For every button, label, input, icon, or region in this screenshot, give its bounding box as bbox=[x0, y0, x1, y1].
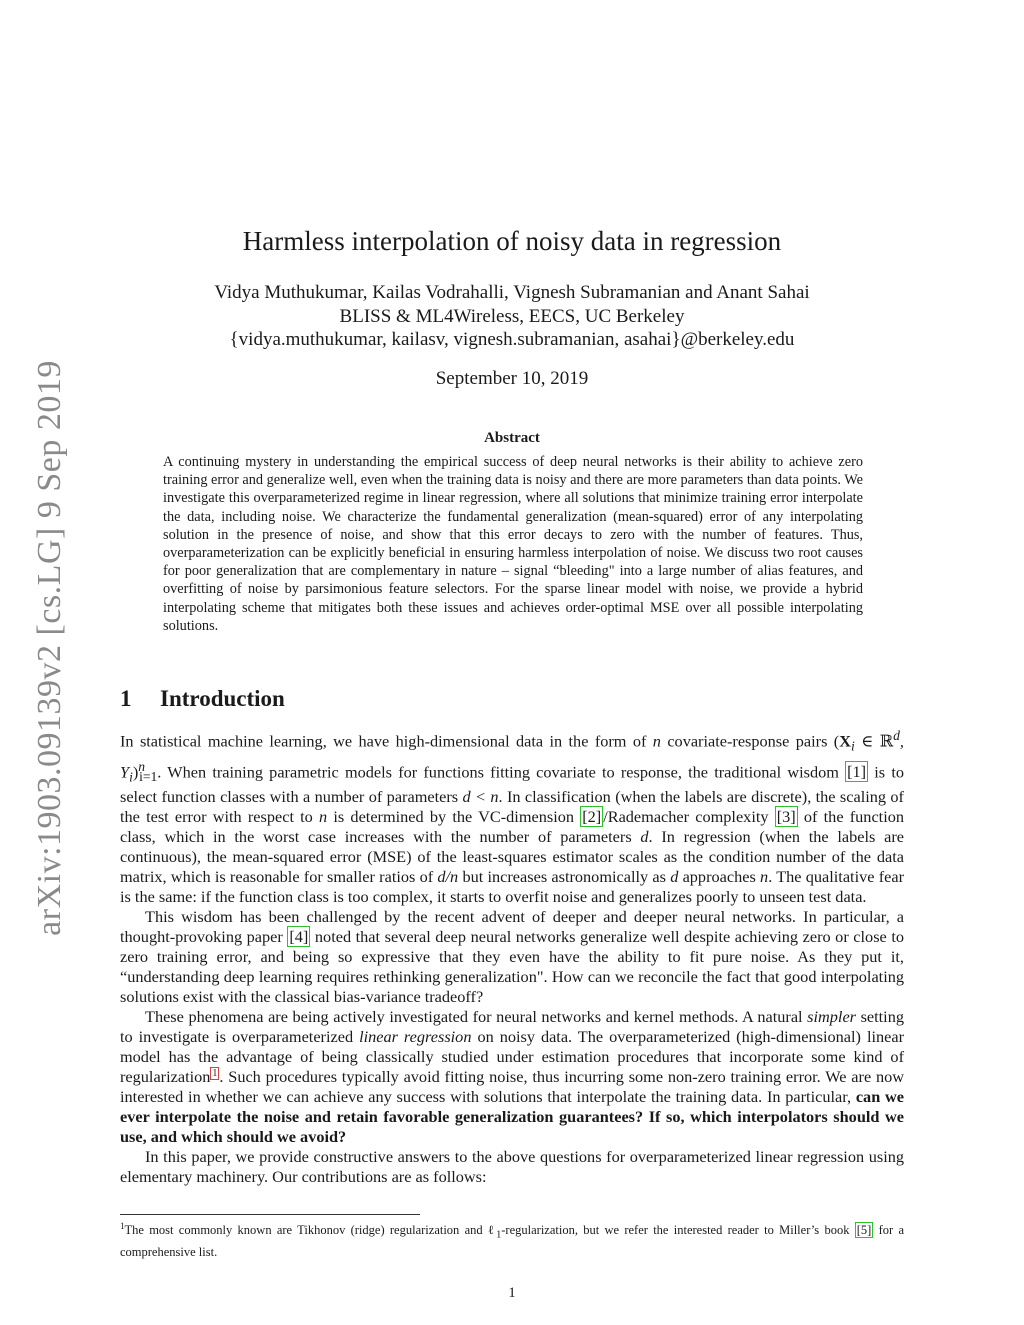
section-title: Introduction bbox=[160, 686, 285, 711]
paragraph-3: These phenomena are being actively investigated for neural networks and kernel methods. A natural simpler setting to investigate is overparameterized linear regression on noisy data. The overparameterized (high-dimensional) linear model has the advantage of being classically studied under estimation procedures that incorporate some kind of regularization $^1$ . Such procedures typically avoid fitting noise, thus incurring some non-zero training error. We are now interested in whether we can achieve any success with solutions that interpolate the training data. In particular, can we ever interpolate the noise and retain favorable generalization guarantees? If so, which interpolators should we use, and which should we avoid? bbox=[120, 1007, 904, 1147]
footnote-ref[interactable]: 1 bbox=[212, 1067, 218, 1079]
author-list: Vidya Muthukumar, Kailas Vodrahalli, Vignesh Subramanian and Anant Sahai bbox=[214, 282, 810, 303]
citation-link[interactable]: [5] bbox=[856, 1223, 872, 1238]
citation-link[interactable]: [1] bbox=[847, 762, 867, 782]
publication-date: September 10, 2019 bbox=[435, 368, 589, 389]
paragraph-1: In statistical machine learning, we have high-dimensional data in the form of n covariate-response pairs ($X_i$ ∈ ℝ$^d$, $Y_i)^n_{i=1}$. When training parametric models for functions fitting covariate to response, the traditional wisdom [1] is to select function classes with a number of parameters d < n. In classification (when the labels are discrete), the scaling of the test error with respect to n is determined by the VC-dimension [2] /Rademacher complexity [3] of the function class, which in the worst case increases with the number of parameters d. In regression (when the labels are continuous), the mean-squared error (MSE) of the least-squares estimator scales as the condition number of the data matrix, which is reasonable for smaller ratios of d/n but increases astronomically as d approaches n. The qualitative fear is the same: if the function class is too complex, it starts to overfit noise and generalizes poorly to unseen test data. bbox=[120, 728, 905, 907]
affiliation: BLISS & ML4Wireless, EECS, UC Berkeley bbox=[339, 306, 685, 327]
paper-title: Harmless interpolation of noisy data in regression bbox=[242, 226, 782, 256]
author-emails: {vidya.muthukumar, kailasv, vignesh.subramanian, asahai}@berkeley.edu bbox=[229, 329, 795, 350]
footnote: $^1$The most commonly known are Tikhonov (ridge) regularization and ℓ$_1$-regularization, but we refer the interested reader to Miller’s book [5] for a comprehensive list. bbox=[120, 1221, 904, 1259]
page-number: 1 bbox=[508, 1285, 516, 1301]
citation-link[interactable]: [3] bbox=[776, 807, 796, 827]
paragraph-2: This wisdom has been challenged by the recent advent of deeper and deeper neural networks. In particular, a thought-provoking paper [4] noted that several deep neural networks generalize well despite achieving zero or close to zero training error, and being so expressive that they even have the ability to fit pure noise. As they put it, “understanding deep learning requires rethinking generalization". How can we reconcile the fact that good interpolating solutions exist with the classical bias-variance tradeoff? bbox=[120, 907, 904, 1007]
citation-link[interactable]: [4] bbox=[289, 927, 309, 947]
paragraph-4: In this paper, we provide constructive answers to the above questions for overparameterized linear regression using elementary machinery. Our contributions are as follows: bbox=[120, 1147, 904, 1187]
section-number: 1 bbox=[120, 686, 132, 711]
section-heading bbox=[120, 684, 285, 714]
abstract-heading: Abstract bbox=[484, 430, 540, 446]
citation-link[interactable]: [2] bbox=[582, 807, 602, 827]
introduction-body bbox=[120, 726, 904, 1187]
research-question: can we ever interpolate the noise and retain favorable generalization guarantees? If so, which interpolators should we use, and which should we avoid? bbox=[120, 1087, 904, 1147]
abstract-text: A continuing mystery in understanding the empirical success of deep neural networks is their ability to achieve zero training error and generalize well, even when the training data is noisy and there are more parameters than data points. We investigate this overparameterized regime in linear regression, where all solutions that minimize training error interpolate the data, including noise. We characterize the fundamental generalization (mean-squared) error of any interpolating solution in the presence of noise, and show that this error decays to zero with the number of features. Thus, overparameterization can be explicitly beneficial in ensuring harmless interpolation of noise. We discuss two root causes for poor generalization that are complementary in nature – signal “bleeding" into a large number of alias features, and overfitting of noise by parsimonious feature selectors. For the sparse linear model with noise, we provide a hybrid interpolating scheme that mitigates both these issues and achieves order-optimal MSE over all possible interpolating solutions. bbox=[163, 454, 863, 634]
footnote-divider bbox=[120, 1214, 420, 1215]
arxiv-identifier: arXiv:1903.09139v2 [cs.LG] 9 Sep 2019 bbox=[31, 360, 68, 936]
